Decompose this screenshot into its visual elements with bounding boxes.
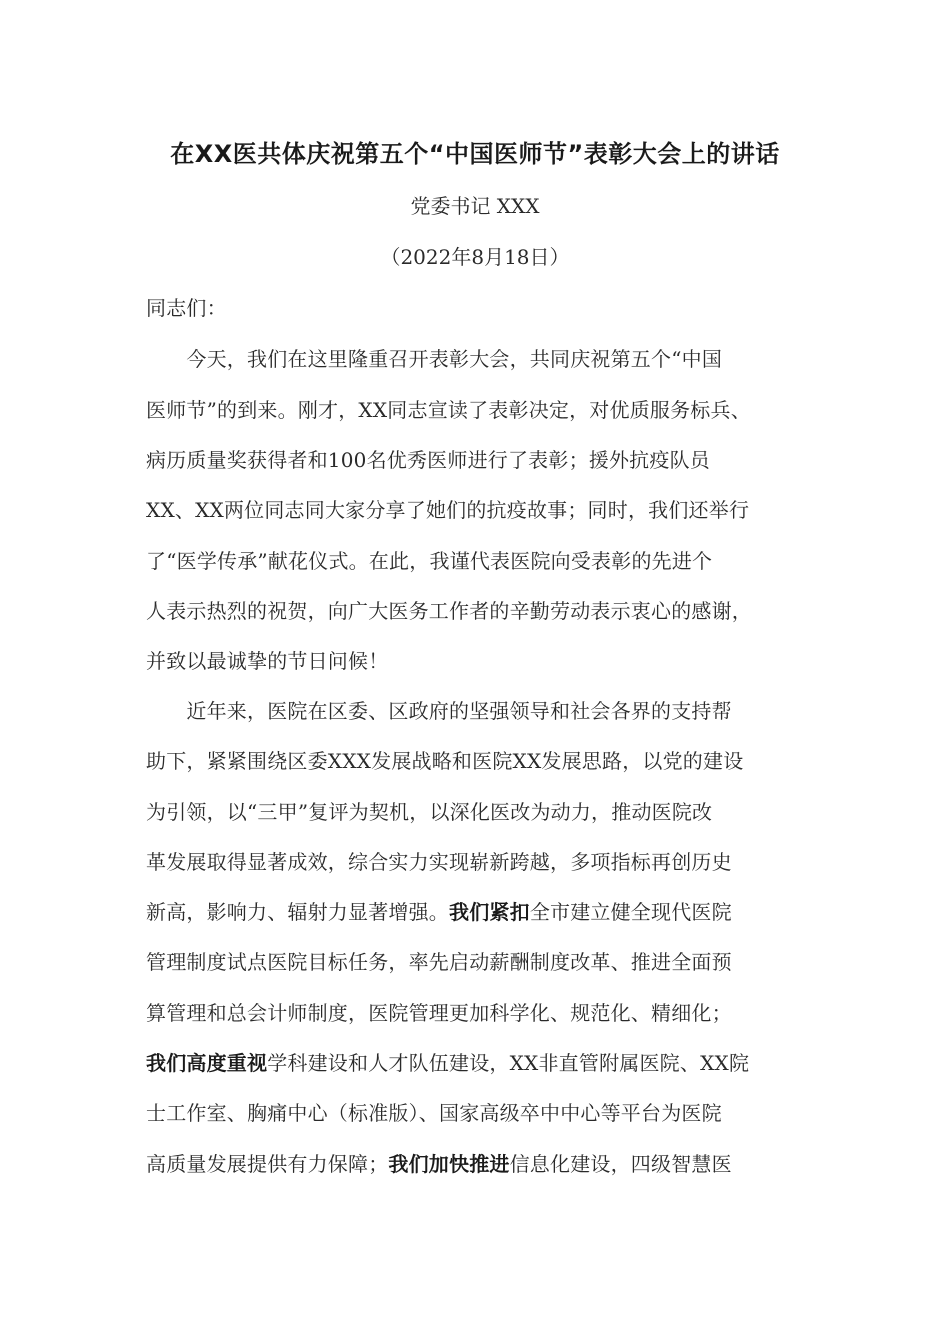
body-line: 人表示热烈的祝贺，向广大医务工作者的辛勤劳动表示衷心的感谢， <box>146 599 752 623</box>
body-line: 助下，紧紧围绕区委XXX发展战略和医院XX发展思路，以党的建设 <box>146 749 744 773</box>
body-line: 革发展取得显著成效，综合实力实现崭新跨越，多项指标再创历史 <box>146 850 732 874</box>
body-line: 管理制度试点医院目标任务，率先启动薪酬制度改革、推进全面预 <box>146 950 732 974</box>
body-line: 今天，我们在这里隆重召开表彰大会，共同庆祝第五个“中国 <box>146 347 723 371</box>
body-line: 近年来，医院在区委、区政府的坚强领导和社会各界的支持帮 <box>146 699 732 723</box>
bold-phrase: 我们加快推进 <box>388 1152 510 1176</box>
body-line: XX、XX两位同志同大家分享了她们的抗疫故事；同时，我们还举行 <box>146 498 750 522</box>
body-line: 我们高度重视学科建设和人才队伍建设，XX非直管附属医院、XX院 <box>146 1051 750 1075</box>
speech-title: 在XX医共体庆祝第五个“中国医师节”表彰大会上的讲话 <box>170 140 780 168</box>
body-line: 并致以最诚挚的节日问候！ <box>146 649 389 673</box>
body-line: 为引领，以“三甲”复评为契机，以深化医改为动力，推动医院改 <box>146 800 713 824</box>
body-line: 医师节”的到来。刚才，XX同志宣读了表彰决定，对优质服务标兵、 <box>146 398 751 422</box>
body-line: 高质量发展提供有力保障；我们加快推进信息化建设，四级智慧医 <box>146 1152 732 1176</box>
body-line: 了“医学传承”献花仪式。在此，我谨代表医院向受表彰的先进个 <box>146 549 713 573</box>
body-line: 士工作室、胸痛中心（标准版）、国家高级卒中中心等平台为医院 <box>146 1101 722 1125</box>
bold-phrase: 我们紧扣 <box>449 900 530 924</box>
bold-phrase: 我们高度重视 <box>146 1051 268 1075</box>
speech-date: （2022年8月18日） <box>380 245 570 269</box>
body-line: 新高，影响力、辐射力显著增强。我们紧扣全市建立健全现代医院 <box>146 900 732 924</box>
speech-author: 党委书记 XXX <box>410 194 540 218</box>
body-line: 病历质量奖获得者和100名优秀医师进行了表彰；援外抗疫队员 <box>146 448 710 472</box>
body-line: 算管理和总会计师制度，医院管理更加科学化、规范化、精细化； <box>146 1001 732 1025</box>
salutation: 同志们： <box>146 296 227 320</box>
